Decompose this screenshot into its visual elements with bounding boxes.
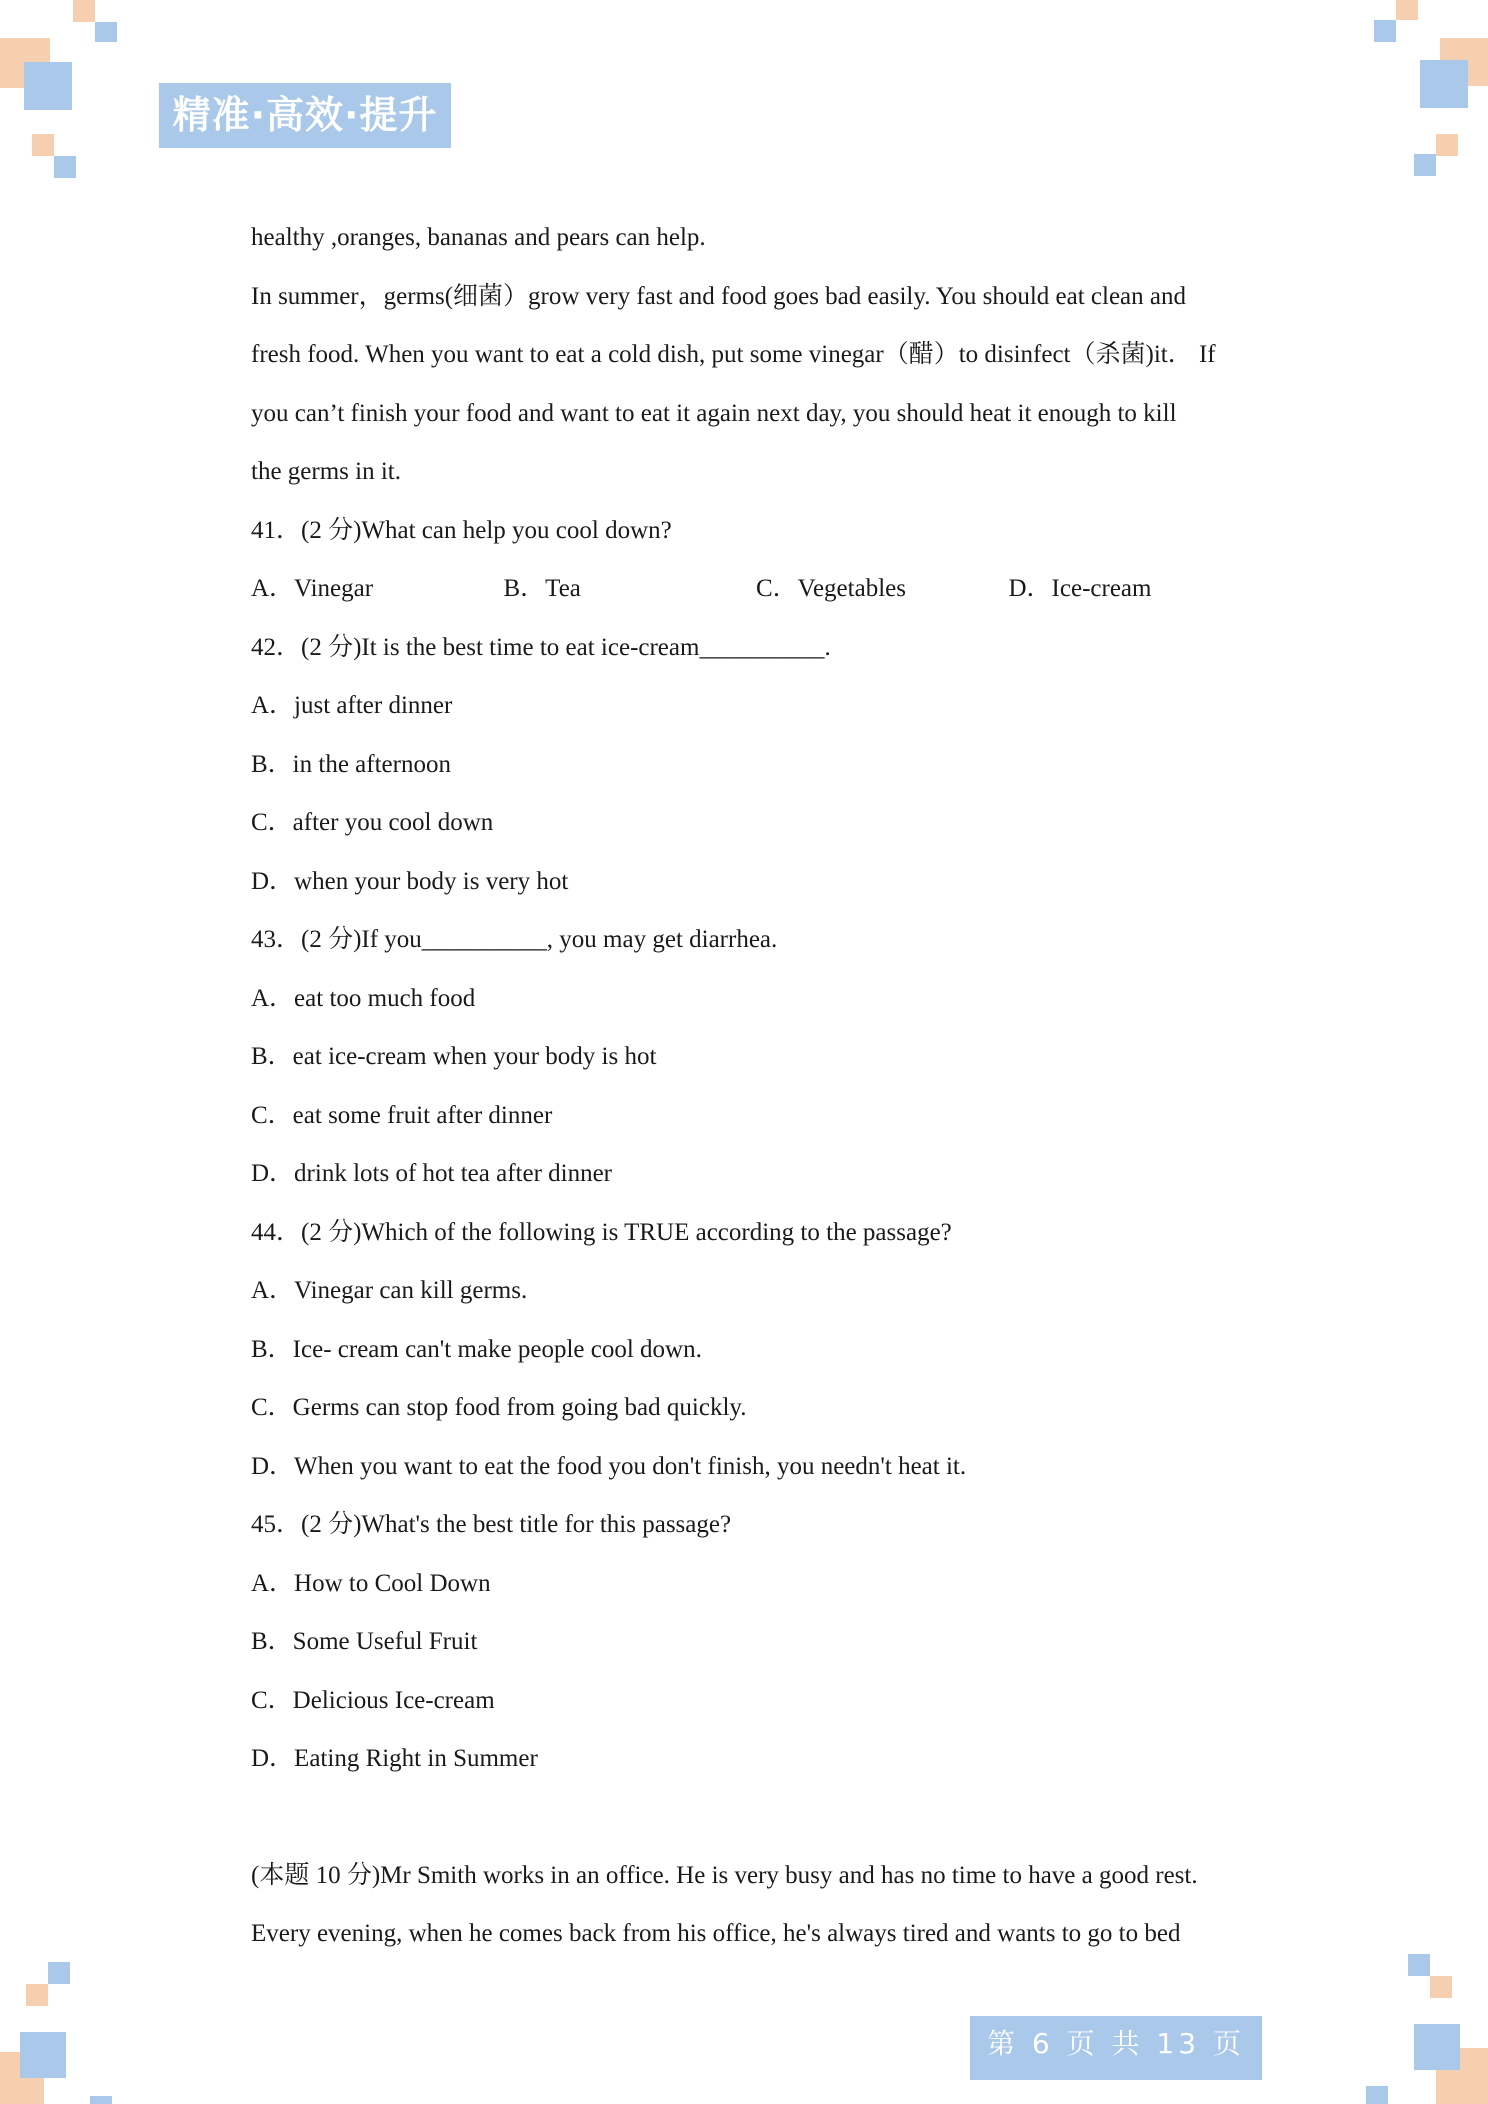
- passage: [251, 209, 1261, 502]
- options-row: [251, 560, 1261, 619]
- option-c: C．after you cool down: [251, 809, 494, 836]
- decor-square: [26, 1984, 48, 2006]
- option-d: D．when your body is very hot: [251, 867, 569, 895]
- option-b: B．Ice- cream can't make people cool down.: [251, 1335, 702, 1363]
- option-b: B．in the afternoon: [251, 750, 451, 778]
- question-41: [251, 502, 1261, 619]
- decor-square: [32, 134, 54, 156]
- decor-square: [1374, 20, 1396, 42]
- option-a: A．eat too much food: [251, 984, 476, 1012]
- option-a: A．How to Cool Down: [251, 1569, 491, 1597]
- decor-square: [1408, 1954, 1430, 1976]
- decor-square: [1414, 154, 1436, 176]
- section-gap: [251, 1789, 1261, 1847]
- passage-line: Every evening, when he comes back from his office, he's always tired and wants to go to bed: [251, 1920, 1181, 1947]
- option-a: A．Vinegar can kill germs.: [251, 1277, 528, 1304]
- decor-square: [48, 1962, 70, 1984]
- passage-line: you can’t finish your food and want to eat it again next day, you should heat it enough to kill: [251, 399, 1177, 427]
- passage-line: fresh food. When you want to eat a cold dish, put some vinegar（醋）to disinfect（杀菌)it． If: [251, 341, 1216, 368]
- option-d: D．Eating Right in Summer: [251, 1745, 538, 1772]
- question-stem: 45．(2 分)What's the best title for this passage?: [251, 1511, 732, 1538]
- question-stem: 44．(2 分)Which of the following is TRUE according to the passage?: [251, 1218, 952, 1246]
- decor-square: [90, 2096, 112, 2104]
- question-stem: 42．(2 分)It is the best time to eat ice-cream__________.: [251, 633, 831, 661]
- page-number: 第 6 页 共 13 页: [970, 2016, 1262, 2080]
- question-stem: 41．(2 分)What can help you cool down?: [251, 516, 672, 544]
- option-c: C．Delicious Ice-cream: [251, 1686, 495, 1714]
- decor-square: [24, 62, 72, 110]
- decor-square: [20, 2032, 66, 2078]
- option-b: B．Some Useful Fruit: [251, 1628, 478, 1655]
- decor-square: [1366, 2086, 1388, 2104]
- header-badge: 精准·高效·提升: [159, 83, 451, 148]
- document-body: [251, 209, 1261, 1964]
- option-d: D．drink lots of hot tea after dinner: [251, 1160, 613, 1187]
- question-45: [251, 1496, 1261, 1789]
- question-44: [251, 1204, 1261, 1497]
- decor-square: [1430, 1976, 1452, 1998]
- passage-line: In summer，germs(细菌）grow very fast and food goes bad easily. You should eat clean and: [251, 282, 1186, 310]
- question-stem: 43．(2 分)If you__________, you may get diarrhea.: [251, 926, 778, 953]
- option-c: C．eat some fruit after dinner: [251, 1101, 553, 1129]
- decor-square: [1414, 2024, 1460, 2070]
- option-c: C．Germs can stop food from going bad quickly.: [251, 1394, 747, 1421]
- option-b: B．Tea: [503, 575, 581, 602]
- decor-square: [95, 22, 117, 42]
- passage-line: healthy ,oranges, bananas and pears can help.: [251, 224, 706, 251]
- option-a: A．Vinegar: [251, 575, 374, 602]
- option-a: A．just after dinner: [251, 692, 453, 719]
- decor-square: [73, 0, 95, 22]
- decor-square: [1436, 134, 1458, 156]
- decor-square: [1420, 60, 1468, 108]
- decor-square: [1396, 0, 1418, 20]
- passage-line: (本题 10 分)Mr Smith works in an office. He is very busy and has no time to have a good rest.: [251, 1861, 1198, 1889]
- passage-line: the germs in it.: [251, 458, 401, 485]
- decor-square: [54, 156, 76, 178]
- option-d: D．When you want to eat the food you don't finish, you needn't heat it.: [251, 1452, 967, 1480]
- next-passage: [251, 1847, 1261, 1964]
- question-42: [251, 619, 1261, 912]
- question-43: [251, 911, 1261, 1204]
- option-b: B．eat ice-cream when your body is hot: [251, 1043, 657, 1070]
- option-d: D．Ice-cream: [1008, 575, 1152, 602]
- option-c: C．Vegetables: [756, 575, 906, 602]
